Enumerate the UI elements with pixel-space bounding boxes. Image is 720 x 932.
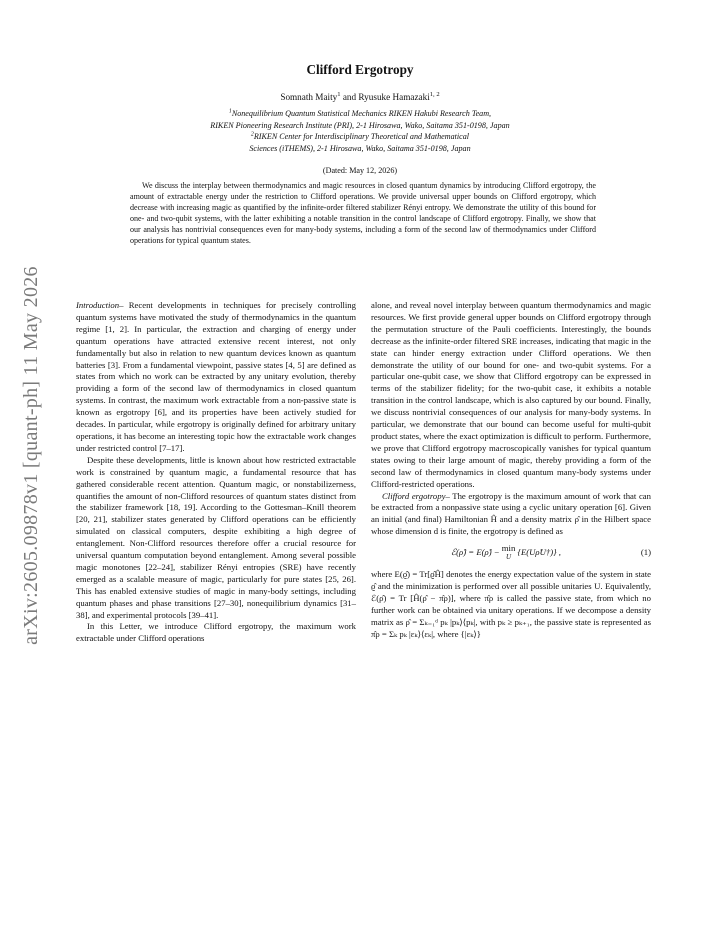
equation-1 [371, 544, 651, 562]
equation-1-min: min [501, 543, 516, 554]
equation-1-min-subscript: U [506, 553, 512, 562]
affiliations [0, 108, 720, 154]
affiliation-1-mark: 1 [228, 108, 232, 115]
equation-1-body: ℰ(ρ̂) = E(ρ̂) − min U {E(Uρ̂U†)} , [450, 543, 561, 562]
paper-title: Clifford Ergotropy [306, 62, 414, 77]
clifford-ergotropy-paragraph: Clifford ergotropy– The ergotropy is the maximum amount of work that can be extracted from a nonpassive state using a cyclic unitary operation [6]. Given an initial (and final) Hamiltonian Ĥ and a density matrix ρ̂ in the Hilbert space whose dimension d is finite, the ergotropy is defined as [371, 490, 651, 537]
author-name-1: Somnath Maity [280, 92, 338, 102]
author-line [0, 92, 720, 102]
author-2-affiliation-mark: 1, 2 [429, 90, 440, 98]
intro-paragraph-3: In this Letter, we introduce Clifford ergotropy, the maximum work extractable under Clifford operations [76, 621, 356, 644]
intro-paragraph-2: Despite these developments, little is known about how restricted extractable work is constrained by quantum magic, a fundamental resource that has gathered considerable recent attention. Quantum magic, or nonstabilizerness, quantifies the amount of non-Clifford resources of quantum states distinct from the stabilizer framework [18, 19]. According to the Gottesman–Knill theorem [20, 21], stabilizer states generated by Clifford operations can be efficiently simulated on classical computers, despite exhibiting a high degree of entanglement. Non-Clifford resources therefore offer a crucial resource for universal quantum computation beyond entanglement. Among several possible magic monotones [22–24], stabilizer Rényi entropies (SRE) have recently emerged as a scalable measure of magic, particularly for pure states [25, 26]. This has enabled extensive studies of magic in many-body settings, including quantum phases and phase transitions [27–30], nonequilibrium dynamics [31–38], and experimental protocols [39–41]. [76, 454, 356, 620]
equation-1-number: (1) [640, 547, 651, 558]
right-column [371, 300, 651, 641]
intro-lead: Introduction– [76, 300, 124, 310]
arxiv-identifier-stamp [8, 240, 54, 670]
left-column [76, 300, 356, 645]
right-paragraph-1: alone, and reveal novel interplay between quantum thermodynamics and magic resources. We first provide general upper bounds on Clifford ergotropy through the permutation structure of the Pauli coefficients. Interestingly, the bounds decrease as the infinite-order filtered SRE increases, indicating that magic in the state can hinder energy extraction under Clifford operations. We then demonstrate the utility of our bound for one- and two-qubit systems. For a particular one-qubit case, we show that Clifford ergotropy can be expressed in terms of the stabilizer fidelity; for the two-qubit case, it exhibits a notable transition in the control landscape, which is also captured by our bound. Finally, we discuss nontrivial consequences of our analysis for many-body systems. In particular, we demonstrate that our bound can become useful for multi-qubit product states, where the exact optimization is difficult to perform. Furthermore, we prove that Clifford ergotropy macroscopically vanishes for typical quantum states owing to their large amount of magic, thereby providing a form of the second law of thermodynamics in closed quantum many-body systems under Clifford-restricted operations. [371, 300, 651, 489]
intro-paragraph-1: Introduction– Recent developments in techniques for precisely controlling quantum systems have motivated the study of thermodynamics in the quantum regime [1, 2]. In particular, the extraction and charging of energy under quantum operations have attracted extensive recent interest, not only fundamentally but also in relation to new quantum devices known as quantum batteries [3]. From a fundamental viewpoint, passive states [4, 5] are defined as states from which no work can be extracted by any unitary evolution, thereby providing a form of the second law of thermodynamics in closed quantum systems. In contrast, the maximum work extractable from a non-passive state is known as ergotropy [6], and its properties have been actively studied for decades. In particular, while ergotropy is originally defined for arbitrary unitary operations, it has become an interesting topic how the extractable work changes under restricted control [7–17]. [76, 300, 356, 453]
affiliation-2-mark: 2 [250, 131, 254, 138]
affiliation-1-line-2: RIKEN Pioneering Research Institute (PRI), 2-1 Hirosawa, Wako, Saitama 351-0198, Japan [210, 120, 510, 130]
affiliation-1-line-1: $^1$Nonequilibrium Quantum Statistical Mechanics RIKEN Hakubi Research Team, [228, 108, 492, 118]
abstract: We discuss the interplay between thermodynamics and magic resources in closed quantum dynamics by introducing Clifford ergotropy, the amount of extractable energy under the restriction to Clifford operations. We provide universal upper bounds on Clifford ergotropy, which decrease with increasing magic as quantified by the infinite-order filtered stabilizer Rényi entropy. We demonstrate the utility of this bound for one- and two-qubit systems, with the latter exhibiting a notable transition in the control landscape of Clifford ergotropy. Finally, we show that our analysis has nontrivial consequences even for many-body systems, including a form of the second law of thermodynamics under Clifford operations for typical quantum states. [130, 181, 596, 245]
affiliation-2-line-2: Sciences (iTHEMS), 2-1 Hirosawa, Wako, Saitama 351-0198, Japan [249, 143, 471, 153]
affiliation-2-line-1: $^2$RIKEN Center for Interdisciplinary Theoretical and Mathematical [250, 131, 470, 141]
section-lead-clifford-ergotropy: Clifford ergotropy– [382, 490, 450, 501]
arxiv-identifier-text: arXiv:2605.09878v1 [quant-ph] 11 May 2026 [19, 265, 42, 645]
dated-line: (Dated: May 12, 2026) [322, 166, 398, 175]
author-1-affiliation-mark: 1 [337, 90, 341, 98]
author-name-2: Ryusuke Hamazaki [358, 92, 430, 102]
right-paragraph-3: where E(ϱ̂) = Tr[ϱ̂Ĥ] denotes the energy expectation value of the system in state ϱ̂ and the minimization is performed over all possible unitaries U. Equivalently, ℰ(ρ̂) = Tr [Ĥ(ρ̂ − π̂ρ)], where π̂ρ is called the passive state, from which no further work can be obtained via unitary operations. If we decompose a density matrix as ρ̂ = Σₖ₌₁ᵈ pₖ |pₖ⟩⟨pₖ|, with pₖ ≥ pₖ₊₁, the passive state is represented as π̂ρ = Σₖ pₖ |εₖ⟩⟨εₖ|, where {|εₖ⟩} [371, 569, 651, 639]
author-conjunction: and [340, 92, 359, 102]
